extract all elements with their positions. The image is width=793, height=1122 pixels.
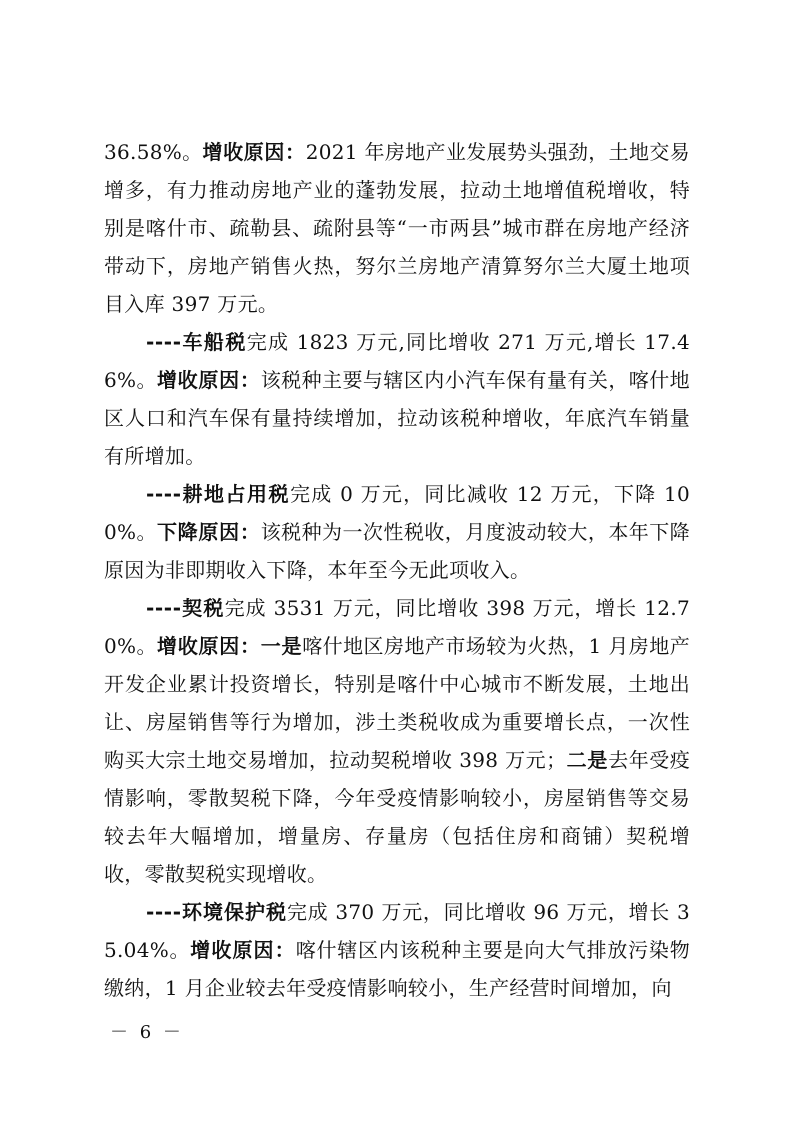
text-span: 完成 1823 万元,同比增收 271 万元,增长 17.46%。	[104, 330, 690, 392]
text-span: 喀什辖区内该税种主要是向大气排放污染物缴纳，1 月企业较去年受疫情影响较小，生产经营时间增加，向	[104, 938, 690, 1000]
text-span: 完成 0 万元，同比减收 12 万元，下降 100%。	[104, 482, 690, 544]
bold-label: 增收原因：	[202, 140, 306, 164]
text-span: 该税种为一次性税收，月度波动较大，本年下降原因为非即期收入下降，本年至今无此项收入。	[104, 520, 690, 582]
paragraph-deed-tax	[104, 589, 690, 893]
bold-label: 二是	[566, 748, 609, 772]
bold-label: 下降原因：	[156, 520, 261, 544]
bold-label: ----契税	[146, 596, 225, 620]
bold-label: ----耕地占用税	[146, 482, 291, 506]
paragraph-farmland-occupation-tax	[104, 475, 690, 589]
paragraph-land-value-tax-reason	[104, 133, 690, 323]
text-span: 该税种主要与辖区内小汽车保有量有关，喀什地区人口和汽车保有量持续增加，拉动该税种增收，年底汽车销量有所增加。	[104, 368, 690, 468]
text-span: 36.58%。	[104, 140, 203, 164]
bold-label: 增收原因：	[190, 938, 296, 962]
bold-label: ----车船税	[146, 330, 247, 354]
text-span: 完成 370 万元，同比增收 96 万元，增长 35.04%。	[104, 900, 690, 962]
bold-label: 增收原因：	[156, 368, 261, 392]
text-span: 完成 3531 万元，同比增收 398 万元，增长 12.70%。	[104, 596, 691, 658]
paragraph-vehicle-vessel-tax	[104, 323, 690, 475]
document-body	[104, 133, 690, 1007]
text-span: 去年受疫情影响，零散契税下降，今年受疫情影响较小，房屋销售等交易较去年大幅增加，增量房、存量房（包括住房和商铺）契税增收，零散契税实现增收。	[104, 748, 690, 886]
paragraph-environmental-tax	[104, 893, 690, 1007]
text-span: 喀什地区房地产市场较为火热，1 月房地产开发企业累计投资增长，特别是喀什中心城市不断发展，土地出让、房屋销售等行为增加，涉土类税收成为重要增长点，一次性购买大宗土地交易增加，拉动契税增收 398 万元；	[104, 634, 690, 772]
bold-label: ----环境保护税	[146, 900, 287, 924]
bold-label: 增收原因：一是	[156, 634, 303, 658]
page-number: － 6 －	[110, 1022, 184, 1043]
text-span: 2021 年房地产业发展势头强劲，土地交易增多，有力推动房地产业的蓬勃发展，拉动土地增值税增收，特别是喀什市、疏勒县、疏附县等“一市两县”城市群在房地产经济带动下，房地产销售火热，努尔兰房地产清算努尔兰大厦土地项目入库 397 万元。	[104, 140, 690, 316]
